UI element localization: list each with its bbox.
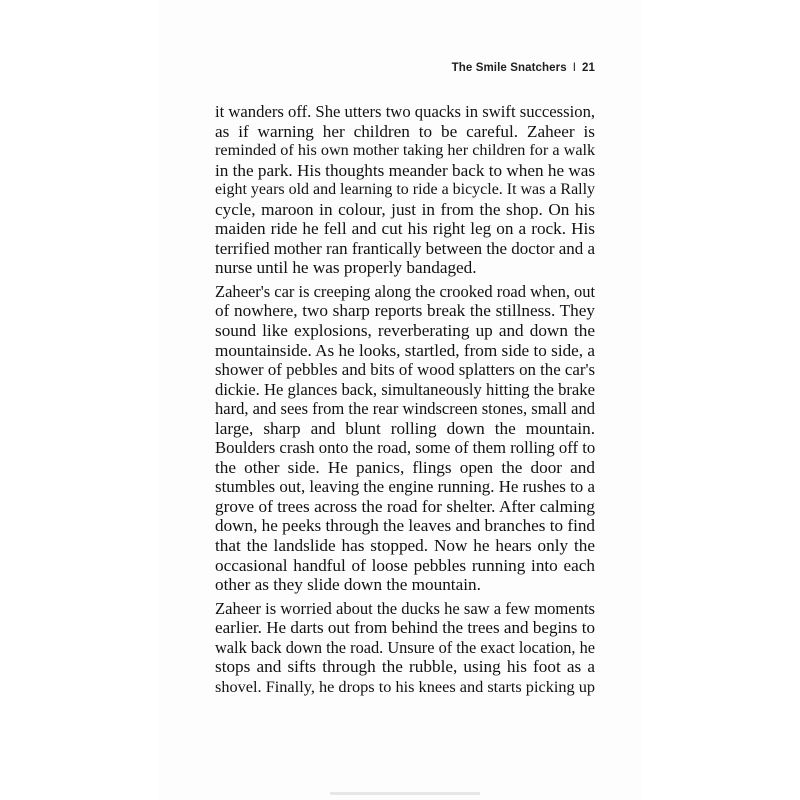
- text-line: in the park. His thoughts meander back to when he was: [215, 160, 596, 180]
- text-line: reminded of his own mother taking her children for a walk: [215, 141, 596, 160]
- paragraph-3: [215, 599, 595, 697]
- text-line: Boulders crash onto the road, some of them rolling off to: [215, 438, 596, 458]
- text-line: mountainside. As he looks, startled, from side to side, a: [215, 340, 595, 360]
- text-line: as if warning her children to be careful. Zaheer is: [215, 121, 595, 141]
- text-line: occasional handful of loose pebbles running into each: [215, 555, 595, 575]
- text-line: hard, and sees from the rear windscreen stones, small and: [215, 399, 595, 419]
- text-line: shovel. Finally, he drops to his knees and starts picking up: [215, 676, 596, 696]
- text-line: terrified mother ran frantically between the doctor and a: [215, 238, 595, 258]
- text-line: it wanders off. She utters two quacks in swift succession,: [215, 102, 596, 121]
- text-line: Zaheer is worried about the ducks he saw a few moments: [215, 598, 595, 618]
- text-line: eight years old and learning to ride a bicycle. It was a Rally: [215, 181, 596, 199]
- text-line: stumbles out, leaving the engine running. He rushes to a: [215, 477, 595, 497]
- text-line: dickie. He glances back, simultaneously hitting the brake: [215, 379, 595, 399]
- text-line: maiden ride he fell and cut his right leg on a rock. His: [215, 219, 595, 239]
- body-text: [215, 102, 595, 696]
- text-line: other as they slide down the mountain.: [215, 575, 481, 595]
- running-head: [452, 62, 595, 74]
- text-line: grove of trees across the road for shelter. After calming: [215, 496, 595, 516]
- header-separator: I: [572, 62, 576, 74]
- paragraph-2: [215, 282, 595, 595]
- text-line: large, sharp and blunt rolling down the mountain.: [215, 418, 595, 438]
- book-title: The Smile Snatchers: [451, 62, 567, 74]
- text-line: earlier. He darts out from behind the trees and begins to: [215, 618, 595, 638]
- text-line: nurse until he was properly bandaged.: [215, 258, 477, 278]
- text-line: of nowhere, two sharp reports break the stillness. They: [215, 301, 595, 321]
- text-line: that the landslide has stopped. Now he hears only the: [215, 536, 595, 556]
- text-line: sound like explosions, reverberating up and down the: [215, 321, 595, 341]
- page-number: 21: [582, 62, 595, 74]
- text-line: cycle, maroon in colour, just in from the shop. On his: [215, 199, 595, 219]
- text-line: Zaheer's car is creeping along the crooked road when, out: [215, 281, 596, 301]
- page-edge-shadow: [330, 792, 480, 795]
- text-line: stops and sifts through the rubble, using his foot as a: [215, 657, 595, 677]
- text-line: shower of pebbles and bits of wood splatters on the car's: [215, 360, 596, 380]
- text-line: the other side. He panics, flings open the door and: [215, 457, 595, 477]
- text-line: down, he peeks through the leaves and branches to find: [215, 516, 595, 536]
- paragraph-1: [215, 102, 595, 278]
- text-line: walk back down the road. Unsure of the exact location, he: [215, 637, 595, 657]
